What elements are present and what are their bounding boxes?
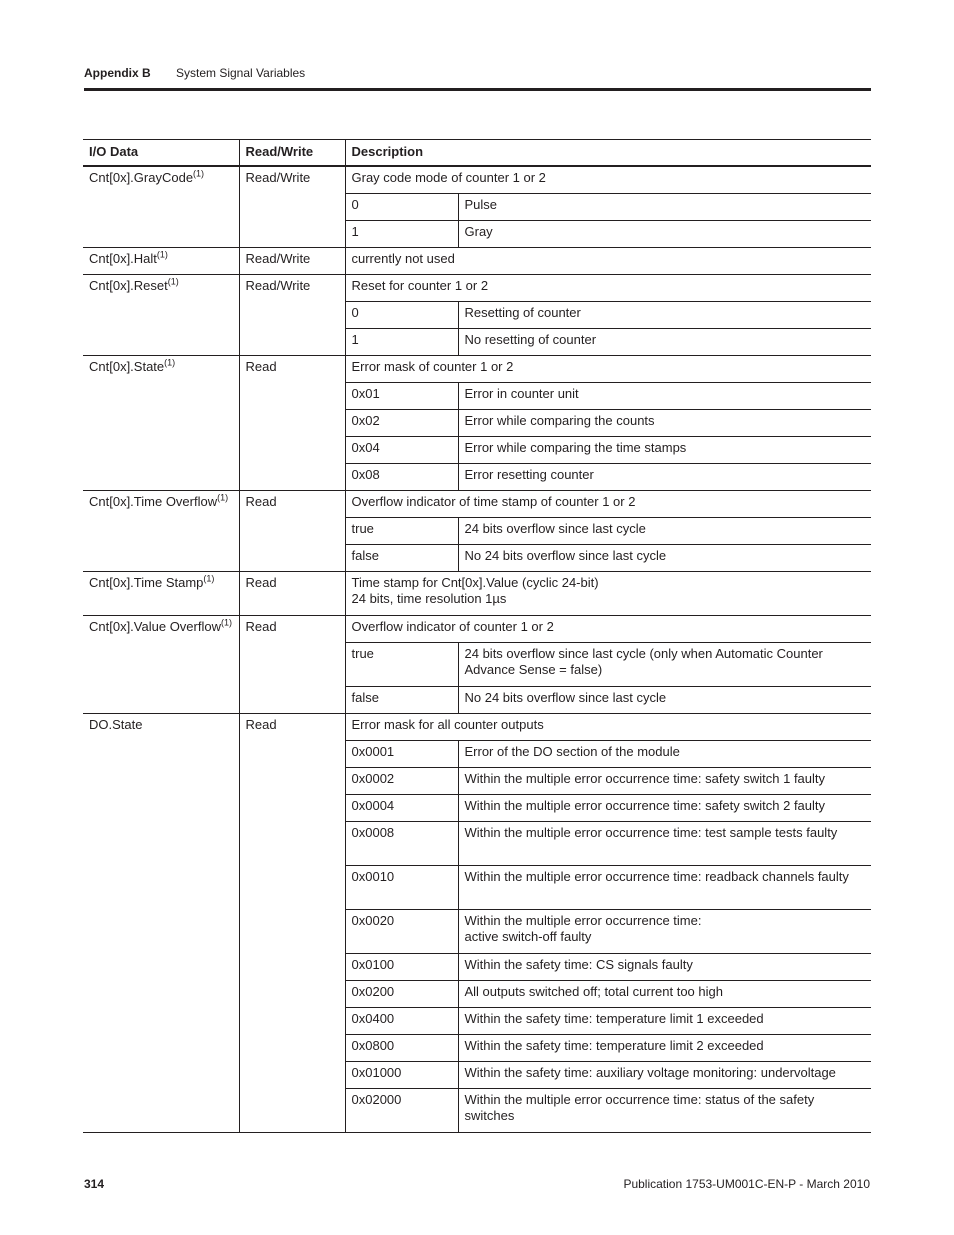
value-meaning: Within the safety time: auxiliary voltage monitoring: undervoltage xyxy=(458,1062,871,1089)
access-cell: Read/Write xyxy=(239,166,345,248)
variable-name: Cnt[0x].Time Stamp xyxy=(89,575,204,590)
io-data-cell xyxy=(83,714,239,1133)
value-code: 0x0100 xyxy=(345,954,458,981)
description-cell: Time stamp for Cnt[0x].Value (cyclic 24-bit) 24 bits, time resolution 1µs xyxy=(345,572,871,616)
access-cell: Read xyxy=(239,356,345,491)
value-code: 0x0800 xyxy=(345,1035,458,1062)
column-header-read-write: Read/Write xyxy=(239,140,345,167)
value-code: 0x02 xyxy=(345,410,458,437)
value-meaning: Resetting of counter xyxy=(458,302,871,329)
value-code: 0x0001 xyxy=(345,741,458,768)
access-cell: Read xyxy=(239,491,345,572)
access-cell: Read xyxy=(239,714,345,1133)
value-meaning: Error resetting counter xyxy=(458,464,871,491)
footnote-marker: (1) xyxy=(164,357,176,368)
value-meaning: Error in counter unit xyxy=(458,383,871,410)
value-meaning: 24 bits overflow since last cycle (only when Automatic Counter Advance Sense = false) xyxy=(458,643,871,687)
variable-name: Cnt[0x].Reset xyxy=(89,278,168,293)
value-code: 0x0008 xyxy=(345,822,458,866)
footnote-marker: (1) xyxy=(203,573,215,584)
footnote-marker: (1) xyxy=(217,492,229,503)
value-code: false xyxy=(345,545,458,572)
variable-name: Cnt[0x].Time Overflow xyxy=(89,494,218,509)
value-meaning: Within the multiple error occurrence time: safety switch 2 faulty xyxy=(458,795,871,822)
table-header-row xyxy=(83,140,871,167)
header-divider xyxy=(84,88,871,91)
variable-name: Cnt[0x].Value Overflow xyxy=(89,619,221,634)
table-row xyxy=(83,275,871,302)
value-meaning: Within the multiple error occurrence time: status of the safety switches xyxy=(458,1089,871,1133)
footnote-marker: (1) xyxy=(156,249,168,260)
value-meaning: Within the multiple error occurrence time: readback channels faulty xyxy=(458,866,871,910)
value-code: 0x0400 xyxy=(345,1008,458,1035)
value-meaning: Error of the DO section of the module xyxy=(458,741,871,768)
value-meaning: Within the safety time: CS signals faulty xyxy=(458,954,871,981)
footnote-marker: (1) xyxy=(167,276,179,287)
access-cell: Read xyxy=(239,616,345,714)
io-data-cell xyxy=(83,572,239,616)
table-row xyxy=(83,356,871,383)
io-data-cell xyxy=(83,616,239,714)
value-meaning: All outputs switched off; total current too high xyxy=(458,981,871,1008)
value-meaning: Within the multiple error occurrence time: test sample tests faulty xyxy=(458,822,871,866)
value-meaning: Within the multiple error occurrence time: active switch-off faulty xyxy=(458,910,871,954)
footnote-marker: (1) xyxy=(193,168,205,179)
value-meaning: Gray xyxy=(458,221,871,248)
value-meaning: No 24 bits overflow since last cycle xyxy=(458,687,871,714)
value-meaning: Within the safety time: temperature limit 1 exceeded xyxy=(458,1008,871,1035)
variable-name: Cnt[0x].GrayCode xyxy=(89,170,194,185)
table-body xyxy=(83,166,871,1133)
value-code: 1 xyxy=(345,329,458,356)
value-code: 0x01000 xyxy=(345,1062,458,1089)
table-row xyxy=(83,248,871,275)
io-data-cell xyxy=(83,166,239,248)
value-code: 0x0010 xyxy=(345,866,458,910)
value-code: 0x02000 xyxy=(345,1089,458,1133)
table-row xyxy=(83,616,871,643)
footnote-marker: (1) xyxy=(220,617,232,628)
signal-variables-table xyxy=(83,139,871,1133)
description-cell: Error mask of counter 1 or 2 xyxy=(345,356,871,383)
value-code: 0x0004 xyxy=(345,795,458,822)
value-meaning: Pulse xyxy=(458,194,871,221)
io-data-cell xyxy=(83,356,239,491)
description-cell: Overflow indicator of counter 1 or 2 xyxy=(345,616,871,643)
value-code: 0 xyxy=(345,302,458,329)
column-header-description: Description xyxy=(345,140,871,167)
description-cell: Gray code mode of counter 1 or 2 xyxy=(345,166,871,194)
page-header xyxy=(84,66,306,80)
value-code: 0 xyxy=(345,194,458,221)
value-code: 0x04 xyxy=(345,437,458,464)
io-data-cell xyxy=(83,248,239,275)
page-number: 314 xyxy=(84,1177,105,1191)
description-cell: Overflow indicator of time stamp of counter 1 or 2 xyxy=(345,491,871,518)
variable-name: Cnt[0x].Halt xyxy=(89,251,157,266)
value-meaning: Error while comparing the counts xyxy=(458,410,871,437)
table-row xyxy=(83,491,871,518)
value-meaning: Error while comparing the time stamps xyxy=(458,437,871,464)
section-title: System Signal Variables xyxy=(176,66,306,80)
variable-name: DO.State xyxy=(89,717,143,732)
description-cell: Reset for counter 1 or 2 xyxy=(345,275,871,302)
value-code: true xyxy=(345,518,458,545)
variable-name: Cnt[0x].State xyxy=(89,359,165,374)
value-code: true xyxy=(345,643,458,687)
io-data-cell xyxy=(83,275,239,356)
value-meaning: Within the multiple error occurrence time: safety switch 1 faulty xyxy=(458,768,871,795)
description-cell: currently not used xyxy=(345,248,871,275)
appendix-label: Appendix B xyxy=(84,66,151,80)
value-meaning: No resetting of counter xyxy=(458,329,871,356)
value-code: 0x01 xyxy=(345,383,458,410)
value-meaning: No 24 bits overflow since last cycle xyxy=(458,545,871,572)
column-header-io-data: I/O Data xyxy=(83,140,239,167)
value-code: 0x0020 xyxy=(345,910,458,954)
publication-info: Publication 1753-UM001C-EN-P - March 2010 xyxy=(623,1177,870,1191)
value-meaning: Within the safety time: temperature limit 2 exceeded xyxy=(458,1035,871,1062)
value-code: 0x0002 xyxy=(345,768,458,795)
value-code: 0x0200 xyxy=(345,981,458,1008)
value-code: 1 xyxy=(345,221,458,248)
table-row xyxy=(83,572,871,616)
access-cell: Read xyxy=(239,572,345,616)
table-row xyxy=(83,714,871,741)
access-cell: Read/Write xyxy=(239,275,345,356)
access-cell: Read/Write xyxy=(239,248,345,275)
io-data-cell xyxy=(83,491,239,572)
table-row xyxy=(83,166,871,194)
description-cell: Error mask for all counter outputs xyxy=(345,714,871,741)
value-code: 0x08 xyxy=(345,464,458,491)
value-code: false xyxy=(345,687,458,714)
value-meaning: 24 bits overflow since last cycle xyxy=(458,518,871,545)
